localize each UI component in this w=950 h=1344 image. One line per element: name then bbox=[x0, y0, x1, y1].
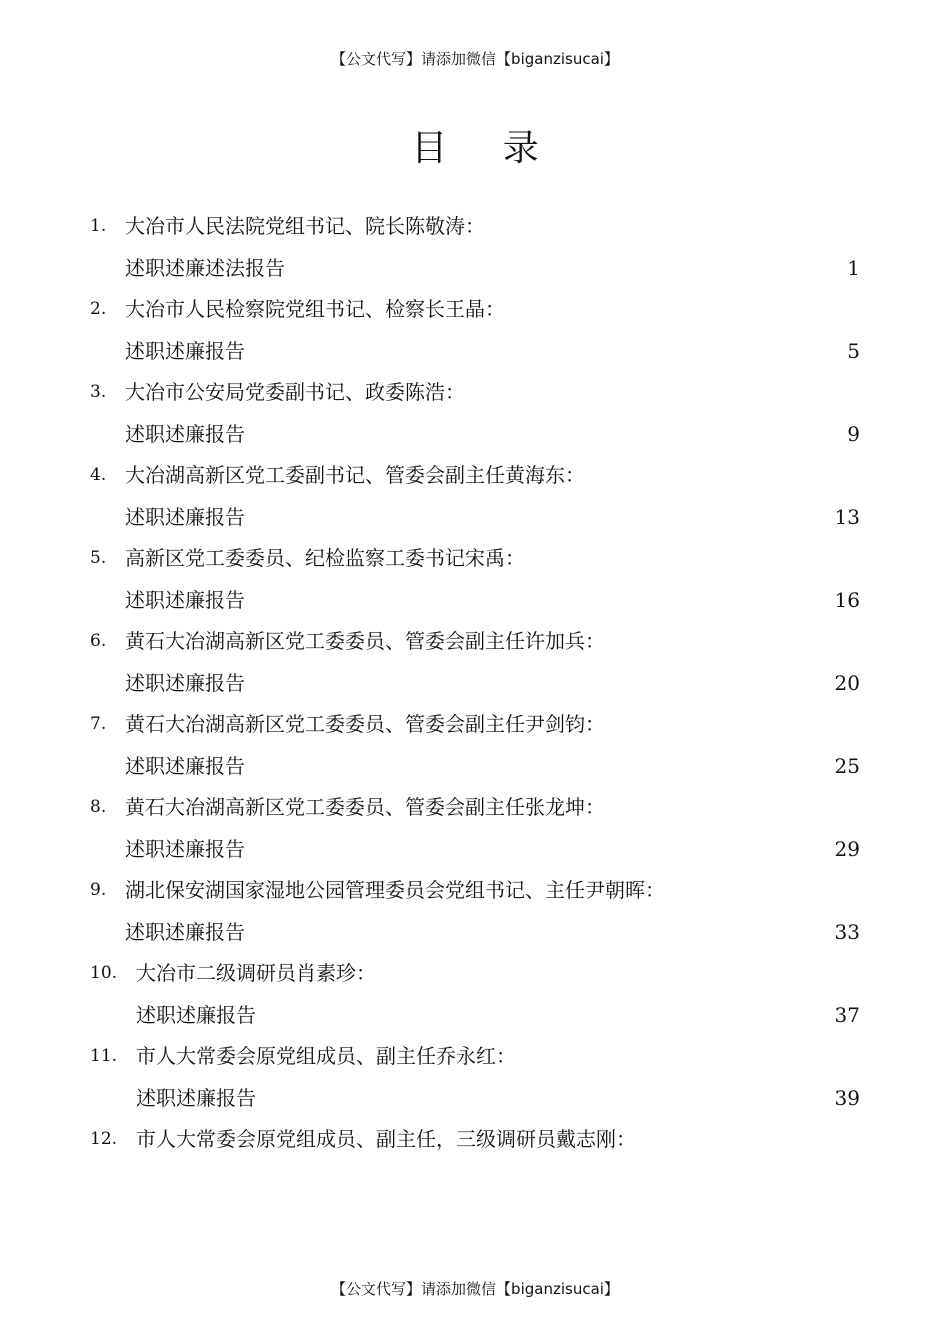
toc-entry-number: 8. bbox=[90, 797, 107, 817]
toc-entry-page-number: 13 bbox=[834, 504, 860, 529]
toc-entry-subtitle: 述职述廉报告 bbox=[136, 1085, 256, 1110]
toc-entry-number: 12. bbox=[90, 1129, 118, 1149]
toc-entry-subtitle: 述职述廉报告 bbox=[125, 421, 245, 446]
toc-entry[interactable] bbox=[90, 206, 860, 289]
toc-entry-page-number: 5 bbox=[847, 338, 860, 363]
toc-entry-heading-line bbox=[90, 1119, 860, 1161]
toc-entry-heading-line bbox=[90, 372, 860, 414]
table-of-contents bbox=[90, 206, 860, 1161]
toc-entry-number: 3. bbox=[90, 382, 107, 402]
toc-entry[interactable] bbox=[90, 538, 860, 621]
toc-entry-subtitle: 述职述廉报告 bbox=[136, 1002, 256, 1027]
toc-entry-heading-line bbox=[90, 455, 860, 497]
toc-entry-title: 大冶市人民检察院党组书记、检察长王晶： bbox=[125, 297, 505, 321]
toc-entry-title: 大冶市公安局党委副书记、政委陈浩： bbox=[125, 380, 465, 404]
toc-entry-page-number: 9 bbox=[847, 421, 860, 446]
toc-entry-subtitle-line bbox=[90, 331, 860, 373]
toc-entry[interactable] bbox=[90, 455, 860, 538]
toc-entry-subtitle: 述职述廉报告 bbox=[125, 587, 245, 612]
toc-entry-title: 市人大常委会原党组成员、副主任乔永红： bbox=[136, 1044, 516, 1068]
toc-entry-page-number: 33 bbox=[834, 919, 860, 944]
toc-entry-number: 5. bbox=[90, 548, 107, 568]
toc-entry-title: 黄石大冶湖高新区党工委委员、管委会副主任许加兵： bbox=[125, 629, 605, 653]
toc-entry-title: 市人大常委会原党组成员、副主任，三级调研员戴志刚： bbox=[136, 1127, 636, 1151]
toc-entry[interactable] bbox=[90, 870, 860, 953]
toc-entry-subtitle-line bbox=[90, 912, 860, 954]
toc-entry-title: 大冶湖高新区党工委副书记、管委会副主任黄海东： bbox=[125, 463, 585, 487]
toc-entry[interactable] bbox=[90, 1119, 860, 1161]
toc-entry-heading-line bbox=[90, 704, 860, 746]
toc-entry-heading-line bbox=[90, 289, 860, 331]
toc-entry-subtitle-line bbox=[90, 248, 860, 290]
toc-entry-page-number: 1 bbox=[847, 255, 860, 280]
toc-entry[interactable] bbox=[90, 787, 860, 870]
toc-entry-heading-line bbox=[90, 206, 860, 248]
toc-entry-subtitle: 述职述廉报告 bbox=[125, 836, 245, 861]
toc-entry-number: 7. bbox=[90, 714, 107, 734]
toc-entry-subtitle-line bbox=[90, 829, 860, 871]
page-footer: 【公文代写】请添加微信【biganzisucai】 bbox=[331, 1280, 619, 1298]
toc-entry-heading-line bbox=[90, 870, 860, 912]
toc-entry-subtitle: 述职述廉报告 bbox=[125, 670, 245, 695]
toc-entry[interactable] bbox=[90, 289, 860, 372]
toc-entry-subtitle-line bbox=[90, 995, 860, 1037]
toc-entry[interactable] bbox=[90, 621, 860, 704]
toc-entry-subtitle-line bbox=[90, 1078, 860, 1120]
toc-entry-subtitle-line bbox=[90, 580, 860, 622]
toc-entry-number: 9. bbox=[90, 880, 107, 900]
toc-entry-subtitle: 述职述廉报告 bbox=[125, 504, 245, 529]
toc-entry-subtitle: 述职述廉述法报告 bbox=[125, 255, 285, 280]
toc-entry-heading-line bbox=[90, 538, 860, 580]
toc-entry-heading-line bbox=[90, 621, 860, 663]
toc-entry-page-number: 29 bbox=[834, 836, 860, 861]
page-title: 目 录 bbox=[411, 128, 561, 169]
toc-entry-subtitle-line bbox=[90, 414, 860, 456]
toc-entry[interactable] bbox=[90, 372, 860, 455]
toc-entry-page-number: 16 bbox=[834, 587, 860, 612]
toc-entry-number: 10. bbox=[90, 963, 118, 983]
toc-entry[interactable] bbox=[90, 704, 860, 787]
toc-entry-subtitle: 述职述廉报告 bbox=[125, 919, 245, 944]
toc-entry-number: 2. bbox=[90, 299, 107, 319]
toc-entry[interactable] bbox=[90, 1036, 860, 1119]
toc-entry-page-number: 39 bbox=[834, 1085, 860, 1110]
toc-entry-number: 4. bbox=[90, 465, 107, 485]
toc-entry-title: 黄石大冶湖高新区党工委委员、管委会副主任张龙坤： bbox=[125, 795, 605, 819]
toc-entry-subtitle-line bbox=[90, 746, 860, 788]
toc-entry-subtitle-line bbox=[90, 663, 860, 705]
page-header: 【公文代写】请添加微信【biganzisucai】 bbox=[331, 50, 619, 68]
toc-entry-heading-line bbox=[90, 787, 860, 829]
toc-entry[interactable] bbox=[90, 953, 860, 1036]
toc-entry-number: 11. bbox=[90, 1046, 118, 1066]
toc-entry-title: 黄石大冶湖高新区党工委委员、管委会副主任尹剑钧： bbox=[125, 712, 605, 736]
toc-entry-title: 高新区党工委委员、纪检监察工委书记宋禹： bbox=[125, 546, 525, 570]
toc-entry-heading-line bbox=[90, 1036, 860, 1078]
toc-entry-page-number: 25 bbox=[834, 753, 860, 778]
toc-entry-title: 大冶市人民法院党组书记、院长陈敬涛： bbox=[125, 214, 485, 238]
toc-entry-title: 大冶市二级调研员肖素珍： bbox=[136, 961, 376, 985]
toc-entry-title: 湖北保安湖国家湿地公园管理委员会党组书记、主任尹朝晖： bbox=[125, 878, 665, 902]
toc-entry-subtitle: 述职述廉报告 bbox=[125, 338, 245, 363]
toc-entry-page-number: 37 bbox=[834, 1002, 860, 1027]
toc-entry-subtitle: 述职述廉报告 bbox=[125, 753, 245, 778]
toc-entry-page-number: 20 bbox=[834, 670, 860, 695]
toc-entry-subtitle-line bbox=[90, 497, 860, 539]
toc-entry-number: 1. bbox=[90, 216, 107, 236]
toc-entry-number: 6. bbox=[90, 631, 107, 651]
toc-entry-heading-line bbox=[90, 953, 860, 995]
